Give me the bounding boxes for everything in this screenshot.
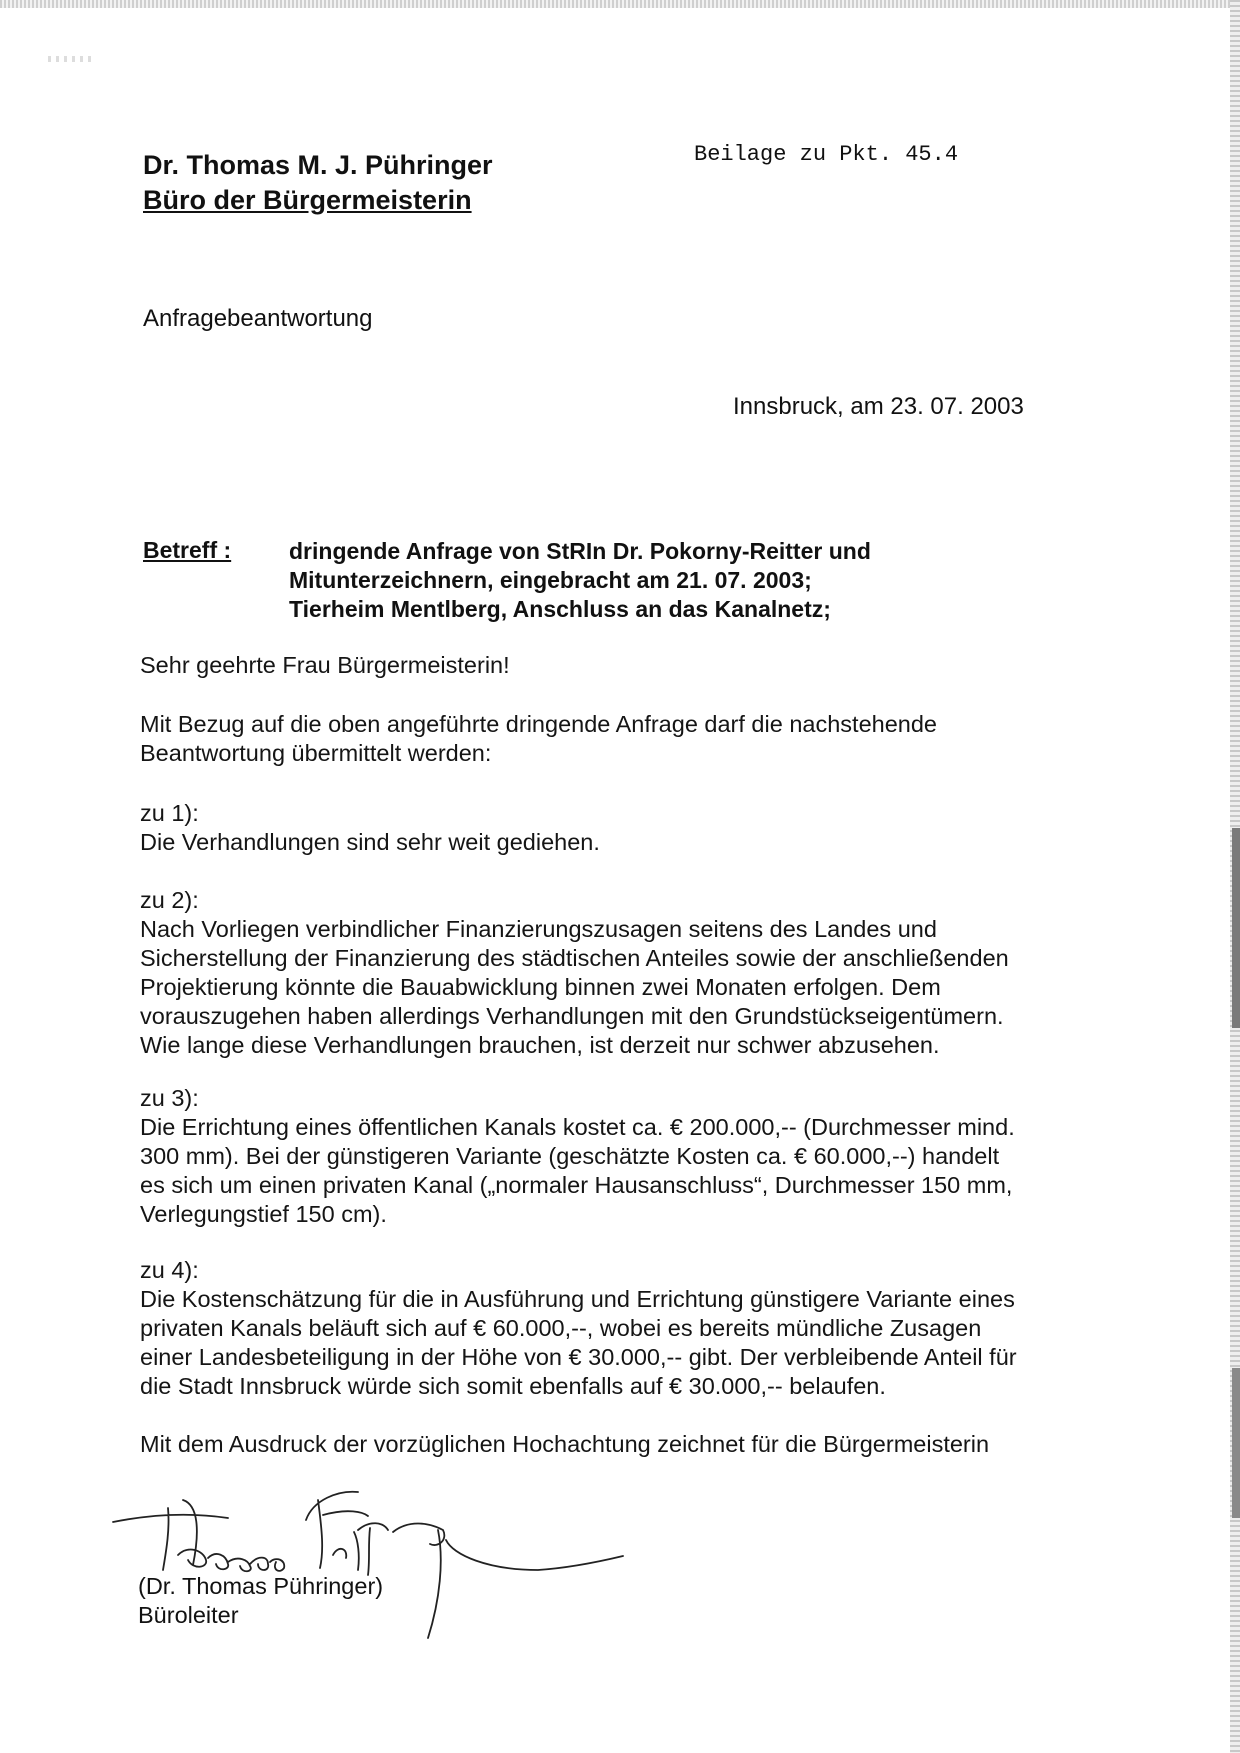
subject-line: Tierheim Mentlberg, Anschluss an das Kanalnetz; xyxy=(289,596,831,622)
text-line: einer Landesbeteiligung in der Höhe von € 30.000,-- gibt. Der verbleibende Anteil für xyxy=(140,1344,1017,1370)
document-type: Anfragebeantwortung xyxy=(143,305,373,332)
text-line: Mit Bezug auf die oben angeführte dringende Anfrage darf die nachstehende xyxy=(140,711,937,737)
signer-name: (Dr. Thomas Pühringer) xyxy=(138,1573,384,1599)
scan-edge-top xyxy=(0,0,1240,8)
text-line: 300 mm). Bei der günstigeren Variante (geschätzte Kosten ca. € 60.000,--) handelt xyxy=(140,1143,1000,1169)
text-line: Die Kostenschätzung für die in Ausführung und Errichtung günstigere Variante eines xyxy=(140,1286,1015,1312)
answer-heading: zu 4): xyxy=(140,1257,199,1283)
intro-paragraph xyxy=(140,710,937,768)
text-line: Projektierung könnte die Bauabwicklung binnen zwei Monaten erfolgen. Dem xyxy=(140,974,941,1000)
answer-2 xyxy=(140,886,1009,1060)
text-line: Verlegungstief 150 cm). xyxy=(140,1201,387,1227)
answer-3 xyxy=(140,1084,1015,1229)
author-name: Dr. Thomas M. J. Pühringer xyxy=(143,150,493,180)
greeting: Sehr geehrte Frau Bürgermeisterin! xyxy=(140,652,510,678)
scan-shadow xyxy=(1232,828,1240,1028)
subject-text xyxy=(289,537,871,624)
text-line: Wie lange diese Verhandlungen brauchen, ist derzeit nur schwer abzusehen. xyxy=(140,1032,940,1058)
attachment-reference: Beilage zu Pkt. 45.4 xyxy=(694,142,959,167)
text-line: Sicherstellung der Finanzierung des städtischen Anteiles sowie der anschließenden xyxy=(140,945,1009,971)
scan-smudge xyxy=(48,56,96,62)
subject-line: dringende Anfrage von StRIn Dr. Pokorny-Reitter und xyxy=(289,538,871,564)
text-line: vorauszugehen haben allerdings Verhandlungen mit den Grundstückseigentümern. xyxy=(140,1003,1004,1029)
closing-formula: Mit dem Ausdruck der vorzüglichen Hochachtung zeichnet für die Bürgermeisterin xyxy=(140,1431,990,1457)
text-line: es sich um einen privaten Kanal („normaler Hausanschluss“, Durchmesser 150 mm, xyxy=(140,1172,1013,1198)
answer-heading: zu 1): xyxy=(140,800,199,826)
text-line: Beantwortung übermittelt werden: xyxy=(140,740,492,766)
place-date: Innsbruck, am 23. 07. 2003 xyxy=(733,393,1024,420)
text-line: Die Verhandlungen sind sehr weit gediehen. xyxy=(140,829,600,855)
subject-label: Betreff : xyxy=(143,537,232,563)
text-line: Nach Vorliegen verbindlicher Finanzierungszusagen seitens des Landes und xyxy=(140,916,937,942)
answer-heading: zu 2): xyxy=(140,887,199,913)
author-office: Büro der Bürgermeisterin xyxy=(143,185,472,215)
signer-title: Büroleiter xyxy=(138,1602,239,1628)
answer-heading: zu 3): xyxy=(140,1085,199,1111)
text-line: privaten Kanals beläuft sich auf € 60.000,--, wobei es bereits mündliche Zusagen xyxy=(140,1315,982,1341)
answer-1 xyxy=(140,799,600,857)
text-line: Die Errichtung eines öffentlichen Kanals kostet ca. € 200.000,-- (Durchmesser mind. xyxy=(140,1114,1015,1140)
text-line: die Stadt Innsbruck würde sich somit ebenfalls auf € 30.000,-- belaufen. xyxy=(140,1373,886,1399)
answer-4 xyxy=(140,1256,1017,1401)
scan-shadow xyxy=(1232,1368,1240,1518)
subject-line: Mitunterzeichnern, eingebracht am 21. 07. 2003; xyxy=(289,567,812,593)
